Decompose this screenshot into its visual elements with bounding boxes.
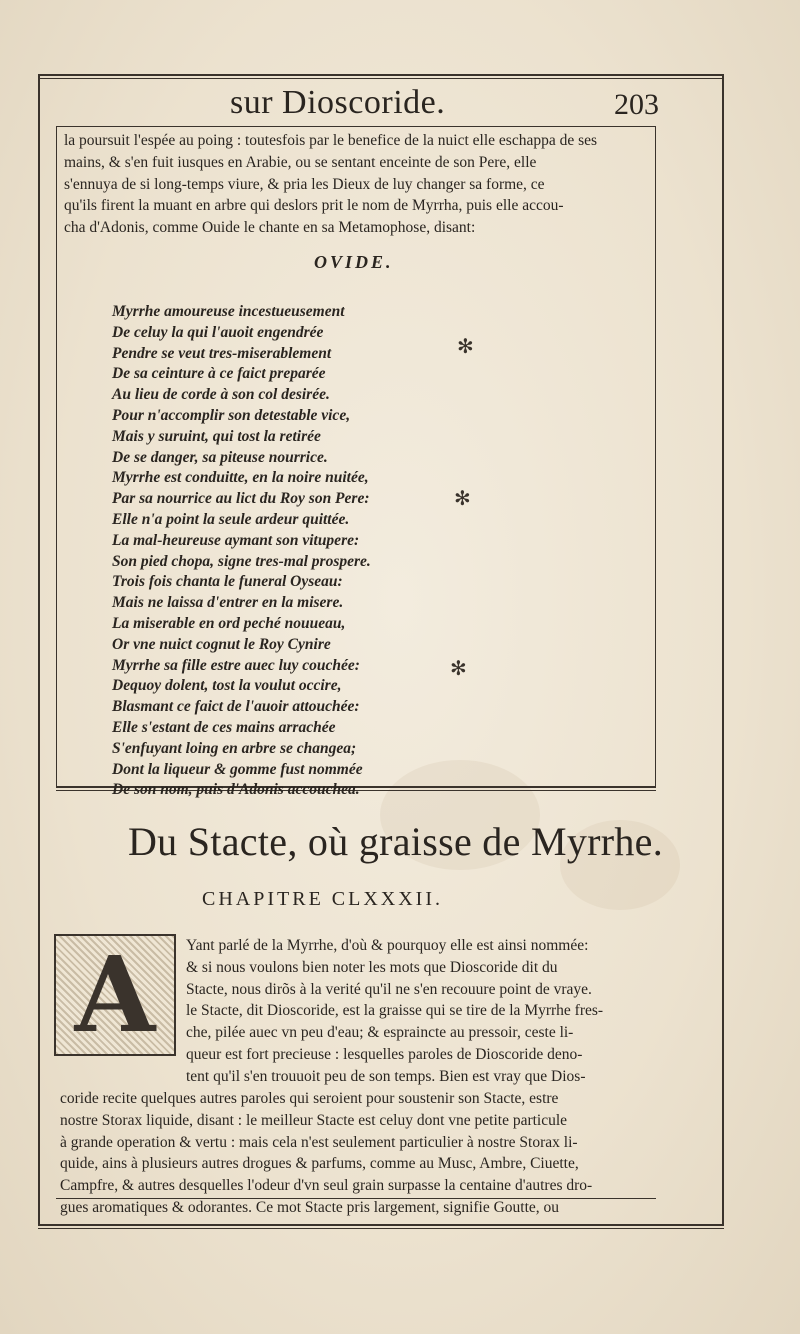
poem-line: Elle n'a point la seule ardeur quittée. [112,510,350,528]
poem-line: Au lieu de corde à son col desirée. [112,386,330,404]
frame-bottom-rule-thin [38,1228,724,1229]
poem-line: Myrrhe amoureuse incestueusement [112,303,345,320]
text-line: Yant parlé de la Myrrhe, d'où & pourquoy elle est ainsi nommée: [186,937,589,954]
chapter-paragraph-full [60,1088,654,1219]
text-line: Stacte, nous dirõs à la verité qu'il ne s'en recouure point de vraye. [186,980,592,998]
frame-top-rule-thin [38,78,724,79]
text-line: gues aromatiques & odorantes. Ce mot Stacte pris largement, signifie Goutte, ou [60,1198,560,1216]
poem-line: La mal-heureuse aymant son vitupere: [112,531,360,549]
poem-line: Mais ne laissa d'entrer en la misere. [112,594,344,612]
text-line: le Stacte, dit Dioscoride, est la graisse qui se tire de la Myrrhe fres- [186,1002,604,1020]
frame-top-rule [38,74,724,76]
text-line: nostre Storax liquide, disant : le meilleur Stacte est celuy dont vne petite particule [60,1111,568,1129]
inner-top-rule [56,126,656,127]
poem-title: OVIDE. [314,252,394,272]
poem-line: De se danger, sa piteuse nourrice. [112,448,328,466]
asterism-ornament-icon: ✻ [450,658,467,680]
text-line: & si nous voulons bien noter les mots que Dioscoride dit du [186,958,558,976]
asterism-ornament-icon: ✻ [457,336,474,358]
text-line: coride recite quelques autres paroles qui seroient pour soustenir son Stacte, estre [60,1090,559,1107]
running-title: sur Dioscoride. [230,84,446,121]
poem-line: Dequoy dolent, tost la voulut occire, [112,677,342,695]
poem-line: De celuy la qui l'auoit engendrée [112,323,324,341]
text-line: mains, & s'en fuit iusques en Arabie, ou se sentant enceinte de son Pere, elle [64,153,537,171]
poem-line: Mais y suruint, qui tost la retirée [112,427,321,445]
text-line: queur est fort precieuse : lesquelles paroles de Dioscoride deno- [186,1045,583,1063]
poem-line: Dont la liqueur & gomme fust nommée [112,760,363,778]
poem-line: De sa ceinture à ce faict preparée [112,365,326,383]
poem-line: Son pied chopa, signe tres-mal prospere. [112,552,371,570]
poem-line: Elle s'estant de ces mains arrachée [112,718,336,736]
poem-line: Blasmant ce faict de l'auoir attouchée: [112,698,360,716]
inner-right-rule [655,126,656,786]
poem-line: Pour n'accomplir son detestable vice, [112,406,351,424]
text-line: à grande operation & vertu : mais cela n'est seulement particulier à nostre Storax li- [60,1133,578,1151]
poem-line: S'enfuyant loing en arbre se changea; [112,739,357,757]
decorated-initial [54,934,176,1056]
chapter-heading: Du Stacte, où graisse de Myrrhe. [128,819,664,864]
intro-paragraph [64,130,654,239]
poem [112,302,371,801]
text-line: s'ennuya de si long-temps viure, & pria les Dieux de luy changer sa forme, ce [64,175,545,193]
text-line: qu'ils firent la muant en arbre qui deslors prit le nom de Myrrha, puis elle accou- [64,197,564,215]
frame-left-rule [38,76,40,1226]
text-line: tent qu'il s'en trouuoit peu de son temps. Bien est vray que Dios- [186,1067,586,1085]
poem-line: Pendre se veut tres-miserablement [112,344,332,362]
poem-line: Par sa nourrice au lict du Roy son Pere: [112,490,370,508]
text-line: quide, ains à plusieurs autres drogues & parfums, comme au Musc, Ambre, Ciuette, [60,1155,579,1173]
poem-line: Myrrhe sa fille estre auec luy couchée: [112,656,360,674]
poem-line: La miserable en ord peché nouueau, [112,614,346,632]
poem-line: Trois fois chanta le funeral Oyseau: [112,573,343,591]
chapter-paragraph-indented [186,935,654,1088]
poem-line: De son nom, puis d'Adonis accouchea. [112,781,360,799]
chapter-number: CHAPITRE CLXXXII. [202,888,443,910]
asterism-ornament-icon: ✻ [454,488,471,510]
frame-right-rule [722,76,724,1226]
frame-bottom-rule [38,1224,724,1226]
page-number: 203 [614,88,659,121]
inner-left-rule [56,126,57,786]
poem-line: Myrrhe est conduitte, en la noire nuitée, [112,469,369,487]
text-line: Campfre, & autres desquelles l'odeur d'vn seul grain surpasse la centaine d'autres dro- [60,1177,593,1195]
text-line: che, pilée auec vn peu d'eau; & espraincte au pressoir, ceste li- [186,1024,574,1042]
text-line: la poursuit l'espée au poing : toutesfois par le benefice de la nuict elle eschappa de ses [64,132,598,149]
text-line: cha d'Adonis, comme Ouide le chante en sa Metamophose, disant: [64,219,476,237]
poem-line: Or vne nuict cognut le Roy Cynire [112,635,331,653]
drop-cap-letter: A [74,933,156,1056]
